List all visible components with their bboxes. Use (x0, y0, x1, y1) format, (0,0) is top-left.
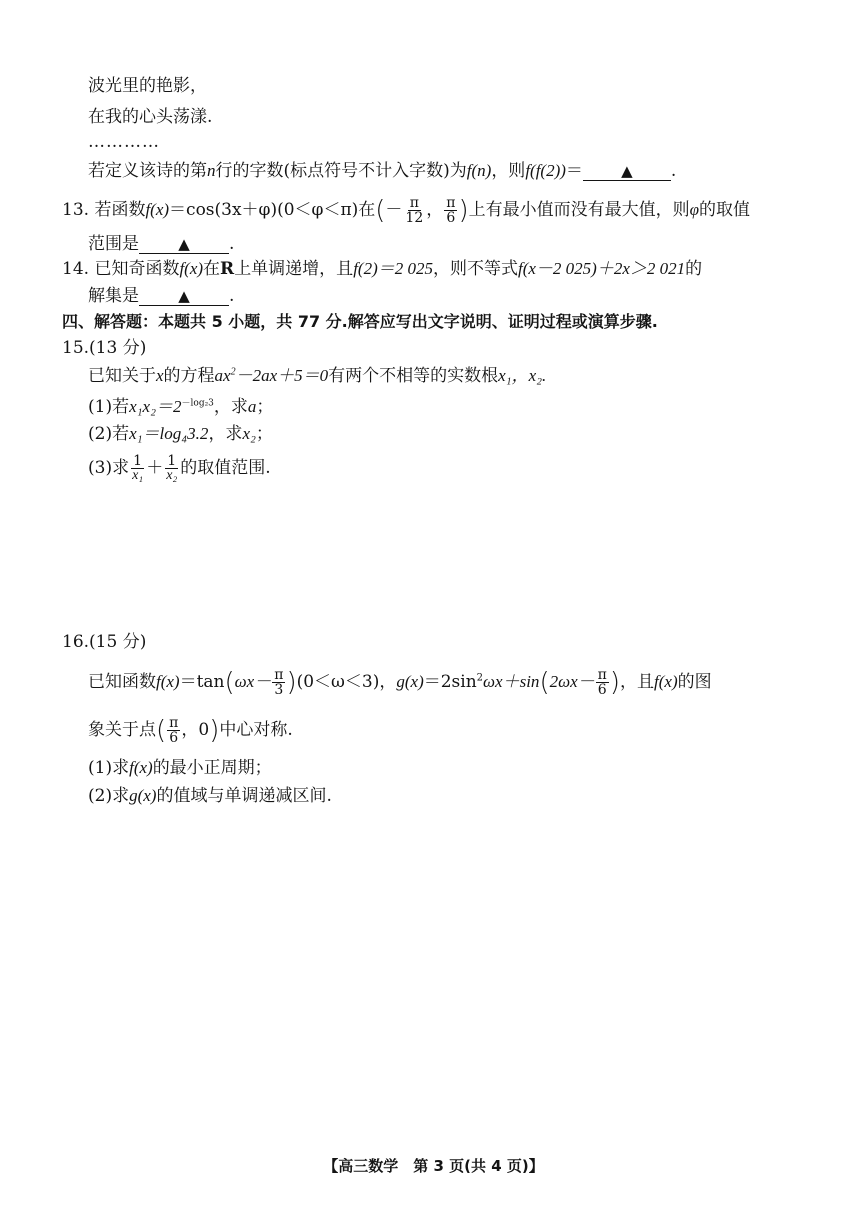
q14-number: 14. (62, 259, 90, 279)
q12-text-b: 行的字数(标点符号不计入字数)为 (215, 161, 467, 181)
q15-part-3: (3)求 $\frac{1}{\text{x₁}}$ ＋ $\frac{1}{\text{x₂}}$ 的取值范围. (88, 453, 271, 483)
q14-line-1: 14. 已知奇函数f(x)在R上单调递增，且f(2)＝2 025，则不等式f(x－2 025)＋2x＞2 021的 (62, 259, 703, 279)
poem-line-1: 波光里的艳影， (88, 76, 207, 96)
q16-point-frac: $\frac{\pi}{6}$ (169, 715, 179, 746)
q12-line (88, 159, 676, 183)
q14-condition: f(2)＝2 025 (353, 259, 433, 278)
q14-solution-label: 解集是 (88, 286, 139, 306)
q16-part-1: (1)求f(x)的最小正周期； (88, 758, 272, 778)
q15-header (62, 336, 146, 360)
q16-frac-pi-6: $\frac{\pi}{6}$ (597, 667, 607, 698)
q15-part-1: (1)若$x_1x_2=2^{-log_23}$，求a； (88, 397, 274, 417)
q13-frac-pi-12: $\frac{\pi}{12}$ (405, 195, 424, 226)
q14-inequality: f(x－2 025)＋2x＞2 021 (517, 259, 686, 278)
page-footer: 【高三数学 第 3 页(共 4 页)】 (323, 1157, 544, 1175)
q13-frac-pi-6: $\frac{\pi}{6}$ (446, 195, 456, 226)
q16-part-2: (2)求g(x)的值域与单调递减区间. (88, 786, 332, 806)
q16-score: (15 分) (89, 632, 147, 652)
q14-line-2: 解集是 ▲ . (88, 286, 235, 306)
q15-number: 15. (62, 338, 90, 358)
q13-line-1: 13. 若函数f(x)＝cos(3x＋φ)(0＜φ＜π)在(－ $\frac{\pi}{12}$ ， $\frac{\pi}{6}$ )上有最小值而没有最大值，则φ的取值 (62, 195, 751, 226)
q13-text-a: 若函数 (94, 200, 146, 220)
q13-cos: ＝cos(3x＋φ)(0＜φ＜π)在 (169, 200, 376, 220)
q16-line-1: 已知函数f(x)＝tan(ωx－ $\frac{\pi}{3}$ )(0＜ω＜3)，$g(x)=2\sin^2\omega x+\sin(2\omega x-$ $\frac{\pi}{6}$ )，且f(x)的图 (88, 667, 712, 698)
q13-text-c: 的取值 (699, 200, 751, 220)
q15-roots: x₁，x₂. (498, 366, 547, 385)
q12-end: . (670, 161, 677, 181)
q15-frac-1-x1: $\frac{1}{\text{x₁}}$ (132, 453, 144, 483)
q16-number: 16. (62, 632, 90, 652)
q15-part-2: (2)若x₁＝log₄3.2，求x₂； (88, 424, 273, 444)
q13-number: 13. (62, 200, 90, 220)
q12-text-a: 若定义该诗的第 (88, 161, 207, 181)
triangle-icon: ▲ (178, 287, 190, 305)
q14-text-a: 已知奇函数 (94, 259, 180, 279)
q13-range-label: 范围是 (88, 234, 139, 254)
q13-fx: f(x) (145, 200, 170, 219)
q12-text-c: ，则 (491, 161, 526, 181)
triangle-icon: ▲ (178, 235, 190, 253)
poem-line-2: 在我的心头荡漾. (88, 107, 213, 127)
q13-phi: φ (689, 200, 700, 219)
q13-answer-blank[interactable] (139, 235, 229, 254)
q13-text-b: 上有最小值而没有最大值，则 (468, 200, 690, 220)
q12-eq: ＝ (565, 161, 583, 181)
q16-header (62, 630, 146, 654)
q13-line-2: 范围是 ▲ . (88, 234, 235, 254)
q15-score: (13 分) (89, 338, 147, 358)
section-heading: 四、解答题：本题共 5 小题，共 77 分.解答应写出文字说明、证明过程或演算步骤. (62, 312, 658, 331)
q15-frac-1-x2: $\frac{1}{\text{x₂}}$ (166, 453, 178, 483)
q12-expr: f(f(2)) (525, 161, 566, 180)
triangle-icon: ▲ (621, 162, 633, 180)
q12-var-n: n (207, 161, 216, 180)
q16-frac-pi-3: $\frac{\pi}{3}$ (274, 667, 284, 698)
q16-line-2: 象关于点( $\frac{\pi}{6}$ ，0)中心对称. (88, 715, 293, 746)
poem-ellipsis: ………… (88, 132, 160, 152)
q13-neg: － (385, 200, 403, 220)
q15-equation: $ax^2-2ax+5=0$ (214, 366, 329, 385)
q14-real-set: R (220, 259, 235, 279)
q14-answer-blank[interactable] (139, 287, 229, 306)
q12-answer-blank[interactable] (583, 162, 671, 181)
q15-intro: 已知关于x的方程$ax^2-2ax+5=0$有两个不相等的实数根x₁，x₂. (88, 366, 547, 386)
q12-fn: f(n) (466, 161, 492, 180)
